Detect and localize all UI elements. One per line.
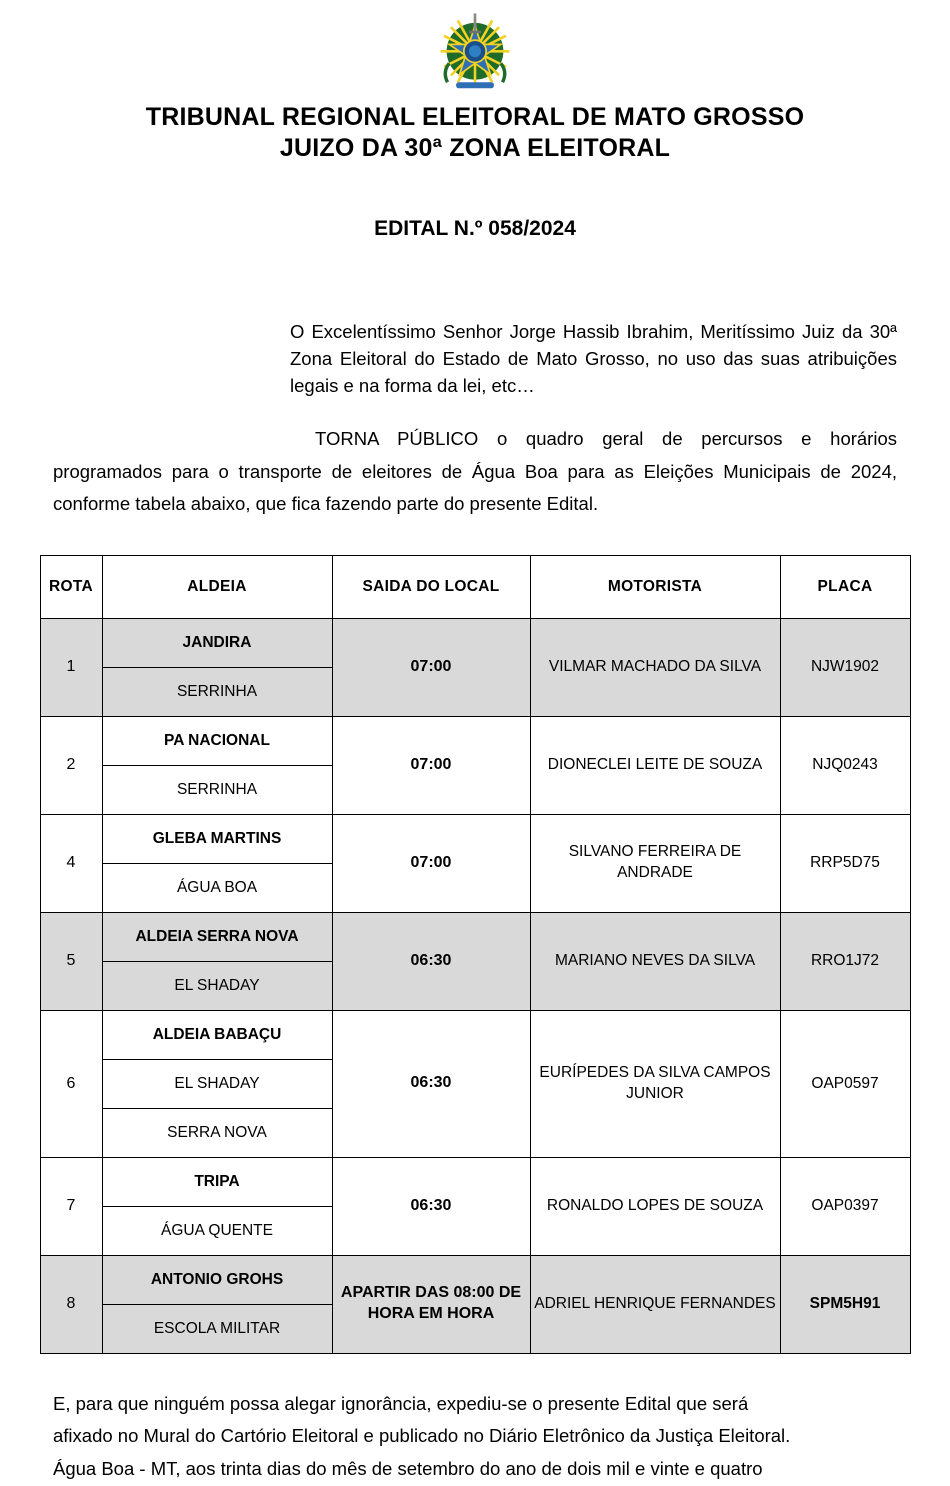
cell-aldeia: ÁGUA BOA <box>102 863 332 912</box>
intro-block <box>290 319 897 399</box>
cell-placa: OAP0597 <box>780 1010 910 1157</box>
org-title-line2: JUIZO DA 30ª ZONA ELEITORAL <box>279 133 671 162</box>
closing-line-3: Água Boa - MT, aos trinta dias do mês de setembro do ano de dois mil e vinte e quatro <box>53 1458 763 1480</box>
cell-motorista: EURÍPEDES DA SILVA CAMPOS JUNIOR <box>530 1010 780 1157</box>
table-header-row <box>40 555 910 618</box>
brazil-coat-of-arms-icon <box>432 10 518 96</box>
cell-placa: RRO1J72 <box>780 912 910 1010</box>
cell-motorista: VILMAR MACHADO DA SILVA <box>530 618 780 716</box>
cell-aldeia: EL SHADAY <box>102 961 332 1010</box>
cell-placa: SPM5H91 <box>780 1255 910 1353</box>
table-row <box>40 618 910 667</box>
cell-aldeia: ALDEIA BABAÇU <box>102 1010 332 1059</box>
table-row <box>40 1010 910 1059</box>
column-header-rota: ROTA <box>40 555 102 618</box>
cell-aldeia: PA NACIONAL <box>102 716 332 765</box>
cell-rota: 1 <box>40 618 102 716</box>
cell-placa: RRP5D75 <box>780 814 910 912</box>
announcement-paragraph <box>53 423 897 520</box>
cell-saida: 06:30 <box>332 912 530 1010</box>
crest-container <box>28 10 922 96</box>
cell-rota: 2 <box>40 716 102 814</box>
cell-motorista: MARIANO NEVES DA SILVA <box>530 912 780 1010</box>
edital-number-title: EDITAL N.º 058/2024 <box>374 217 576 240</box>
cell-saida: APARTIR DAS 08:00 DE HORA EM HORA <box>332 1255 530 1353</box>
organization-title <box>28 102 922 163</box>
table-row <box>40 912 910 961</box>
column-header-aldeia: ALDEIA <box>102 555 332 618</box>
cell-aldeia: ALDEIA SERRA NOVA <box>102 912 332 961</box>
cell-saida: 07:00 <box>332 716 530 814</box>
announcement-text: TORNA PÚBLICO o quadro geral de percursos e horários programados para o transporte de eleitores de Água Boa para as Eleições Municipais de 2024, conforme tabela abaixo, que fica fazendo parte do presente Edital. <box>53 428 897 515</box>
cell-rota: 4 <box>40 814 102 912</box>
column-header-saida: SAIDA DO LOCAL <box>332 555 530 618</box>
routes-table <box>40 555 911 1354</box>
cell-motorista: DIONECLEI LEITE DE SOUZA <box>530 716 780 814</box>
org-title-line1: TRIBUNAL REGIONAL ELEITORAL DE MATO GROSSO <box>145 103 805 131</box>
closing-line-2: afixado no Mural do Cartório Eleitoral e publicado no Diário Eletrônico da Justiça Eleitoral. <box>53 1425 791 1447</box>
column-header-motorista: MOTORISTA <box>530 555 780 618</box>
cell-placa: NJW1902 <box>780 618 910 716</box>
cell-rota: 7 <box>40 1157 102 1255</box>
cell-rota: 5 <box>40 912 102 1010</box>
cell-aldeia: TRIPA <box>102 1157 332 1206</box>
cell-aldeia: SERRINHA <box>102 765 332 814</box>
cell-aldeia: EL SHADAY <box>102 1059 332 1108</box>
cell-saida: 07:00 <box>332 618 530 716</box>
cell-rota: 6 <box>40 1010 102 1157</box>
cell-aldeia: ANTONIO GROHS <box>102 1255 332 1304</box>
cell-aldeia: JANDIRA <box>102 618 332 667</box>
column-header-placa: PLACA <box>780 555 910 618</box>
cell-aldeia: ESCOLA MILITAR <box>102 1304 332 1353</box>
cell-motorista: SILVANO FERREIRA DE ANDRADE <box>530 814 780 912</box>
intro-paragraph: O Excelentíssimo Senhor Jorge Hassib Ibrahim, Meritíssimo Juiz da 30ª Zona Eleitoral do Estado de Mato Grosso, no uso das suas atribuições legais e na forma da lei, etc… <box>290 321 897 396</box>
cell-aldeia: SERRINHA <box>102 667 332 716</box>
cell-saida: 07:00 <box>332 814 530 912</box>
cell-aldeia: ÁGUA QUENTE <box>102 1206 332 1255</box>
closing-block <box>53 1388 897 1486</box>
closing-line-1: E, para que ninguém possa alegar ignorância, expediu-se o presente Edital que será <box>53 1392 749 1414</box>
cell-saida: 06:30 <box>332 1157 530 1255</box>
table-row <box>40 716 910 765</box>
cell-rota: 8 <box>40 1255 102 1353</box>
cell-aldeia: SERRA NOVA <box>102 1108 332 1157</box>
cell-motorista: ADRIEL HENRIQUE FERNANDES <box>530 1255 780 1353</box>
routes-table-body <box>40 618 910 1353</box>
table-row <box>40 1255 910 1304</box>
cell-placa: NJQ0243 <box>780 716 910 814</box>
cell-aldeia: GLEBA MARTINS <box>102 814 332 863</box>
table-row <box>40 814 910 863</box>
cell-placa: OAP0397 <box>780 1157 910 1255</box>
cell-motorista: RONALDO LOPES DE SOUZA <box>530 1157 780 1255</box>
cell-saida: 06:30 <box>332 1010 530 1157</box>
table-row <box>40 1157 910 1206</box>
